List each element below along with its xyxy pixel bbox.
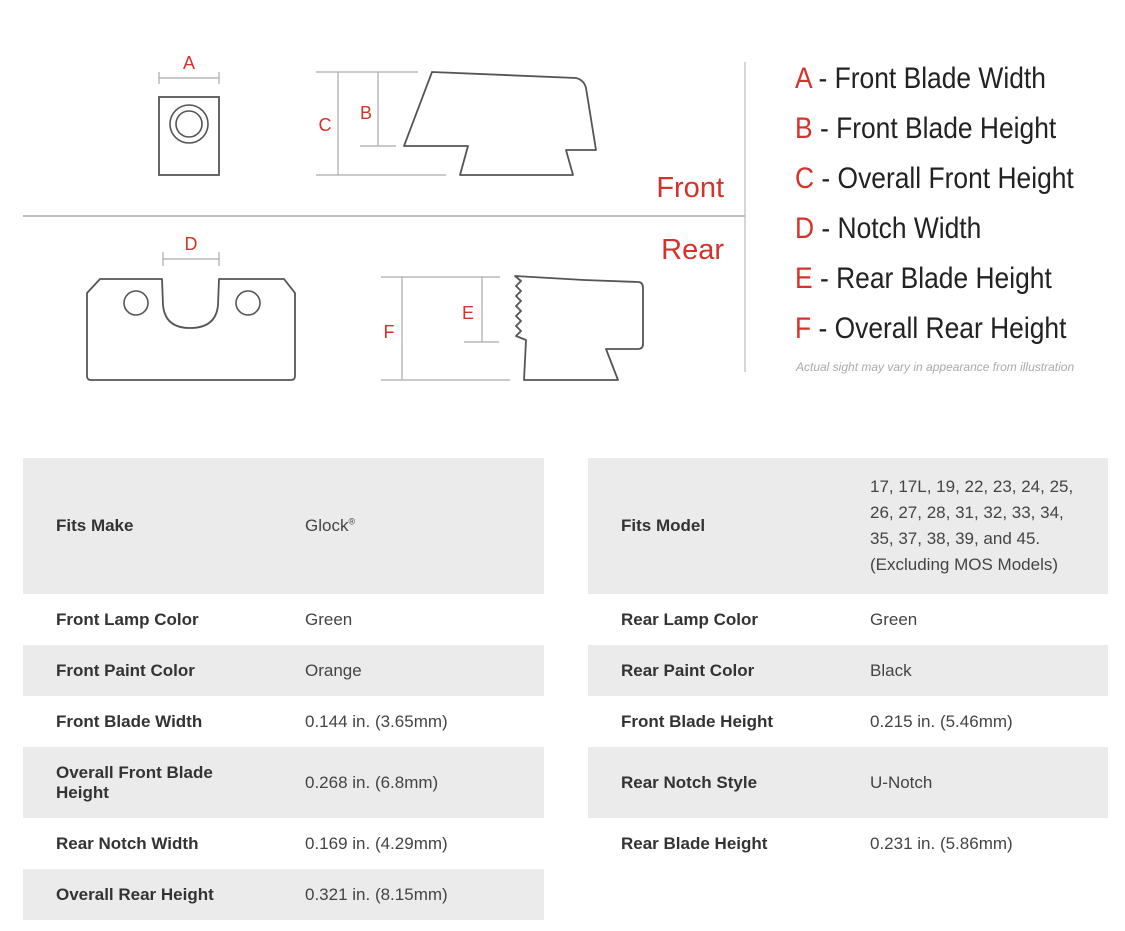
spec-value: 0.169 in. (4.29mm) bbox=[305, 833, 448, 853]
spec-value: 0.231 in. (5.86mm) bbox=[870, 833, 1013, 853]
dimension-f bbox=[381, 277, 510, 380]
spec-value: Green bbox=[870, 609, 918, 629]
dimension-label-a: A bbox=[182, 53, 196, 73]
dimension-label-e: E bbox=[461, 303, 475, 323]
spec-label: Fits Model bbox=[588, 458, 837, 594]
spec-label: Rear Blade Height bbox=[621, 833, 768, 853]
legend-text: Rear Blade Height bbox=[836, 262, 1052, 295]
spec-label: Front Lamp Color bbox=[56, 609, 199, 629]
dimension-label-d: D bbox=[184, 234, 198, 254]
spec-value: U-Notch bbox=[837, 747, 1108, 818]
spec-value: Glock® bbox=[272, 458, 544, 594]
table-row bbox=[588, 696, 1108, 747]
legend-item-b: B - Front Blade Height bbox=[795, 112, 1057, 145]
spec-label: Overall Front Blade Height bbox=[23, 747, 272, 818]
legend-text: Overall Front Height bbox=[837, 162, 1074, 195]
spec-value bbox=[837, 458, 1108, 594]
spec-table-left bbox=[23, 458, 544, 920]
legend-item-c: C - Overall Front Height bbox=[795, 162, 1074, 195]
spec-value: 0.144 in. (3.65mm) bbox=[305, 711, 448, 731]
illustration-disclaimer: Actual sight may vary in appearance from illustration bbox=[796, 360, 1075, 374]
spec-value: 0.321 in. (8.15mm) bbox=[272, 869, 544, 920]
legend-text: Front Blade Width bbox=[834, 62, 1046, 95]
rear-label: Rear bbox=[661, 234, 724, 266]
spec-label: Fits Make bbox=[23, 458, 272, 594]
front-label: Front bbox=[656, 172, 724, 204]
rear-left-dot bbox=[124, 291, 148, 315]
table-row bbox=[588, 818, 1108, 869]
spec-label: Rear Notch Width bbox=[56, 833, 199, 853]
table-row bbox=[23, 594, 544, 645]
table-row bbox=[588, 594, 1108, 645]
dimension-label-b: B bbox=[359, 103, 373, 123]
spec-label: Rear Paint Color bbox=[588, 645, 837, 696]
legend-text: Front Blade Height bbox=[836, 112, 1057, 145]
fits-model-list: 17, 17L, 19, 22, 23, 24, 25, 26, 27, 28, 31, 32, 33, 34, 35, 37, 38, 39, and 45. (Excluding MOS Models) bbox=[870, 477, 1074, 574]
spec-value: 0.268 in. (6.8mm) bbox=[272, 747, 544, 818]
spec-label: Front Blade Width bbox=[56, 711, 203, 731]
spec-value: 0.215 in. (5.46mm) bbox=[870, 711, 1013, 731]
spec-value: Black bbox=[837, 645, 1108, 696]
spec-label: Front Paint Color bbox=[23, 645, 272, 696]
spec-label: Overall Rear Height bbox=[23, 869, 272, 920]
table-row bbox=[23, 747, 544, 818]
spec-table-right bbox=[588, 458, 1108, 869]
dimension-a bbox=[159, 72, 219, 84]
table-row bbox=[588, 458, 1108, 594]
table-row bbox=[23, 458, 544, 594]
dimension-d bbox=[163, 252, 219, 266]
front-sight-side-view bbox=[404, 72, 596, 175]
front-sight-end-view bbox=[159, 97, 219, 175]
legend-item-d: D - Notch Width bbox=[795, 212, 982, 245]
spec-value: Orange bbox=[272, 645, 544, 696]
rear-sight-end-view bbox=[87, 279, 295, 380]
table-row bbox=[23, 818, 544, 869]
legend-item-f: F - Overall Rear Height bbox=[795, 312, 1067, 345]
spec-value: Green bbox=[305, 609, 353, 629]
table-row bbox=[588, 747, 1108, 818]
dimension-legend bbox=[795, 54, 1112, 354]
table-row bbox=[23, 696, 544, 747]
table-row bbox=[23, 869, 544, 920]
rear-right-dot bbox=[236, 291, 260, 315]
dimension-label-f: F bbox=[383, 322, 395, 342]
dimension-label-c: C bbox=[318, 115, 332, 135]
rear-sight-side-view bbox=[515, 276, 643, 380]
spec-label: Rear Lamp Color bbox=[621, 609, 758, 629]
legend-item-e: E - Rear Blade Height bbox=[795, 262, 1052, 295]
spec-label: Rear Notch Style bbox=[588, 747, 837, 818]
legend-item-a: A - Front Blade Width bbox=[795, 62, 1046, 95]
table-row bbox=[23, 645, 544, 696]
table-row bbox=[588, 645, 1108, 696]
legend-text: Overall Rear Height bbox=[834, 312, 1067, 345]
spec-label: Front Blade Height bbox=[621, 711, 774, 731]
legend-text: Notch Width bbox=[837, 212, 982, 245]
